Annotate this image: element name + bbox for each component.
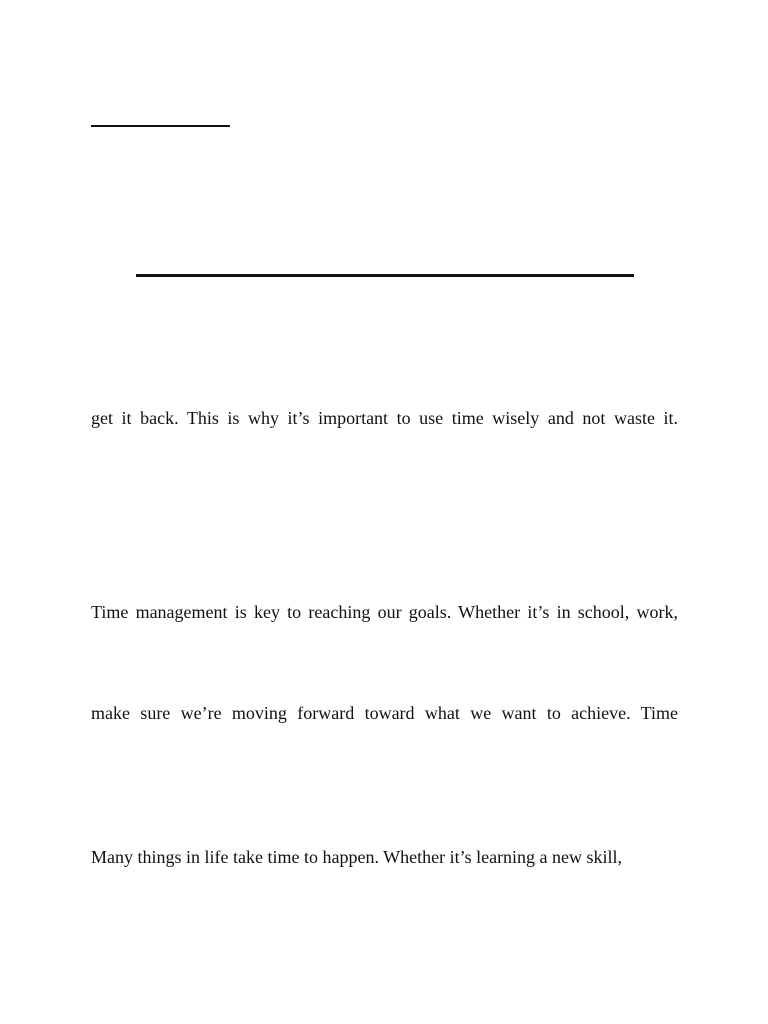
title-rule-line	[136, 274, 634, 277]
text-line-2: Time management is key to reaching our goals. Whether it’s in school, work,	[91, 602, 678, 622]
text-line-4: Many things in life take time to happen. Whether it’s learning a new skill,	[91, 847, 623, 867]
text-line-1: get it back. This is why it’s important to use time wisely and not waste it.	[91, 408, 678, 428]
short-rule-line	[91, 125, 230, 127]
text-line-3: make sure we’re moving forward toward what we want to achieve. Time	[91, 703, 678, 723]
